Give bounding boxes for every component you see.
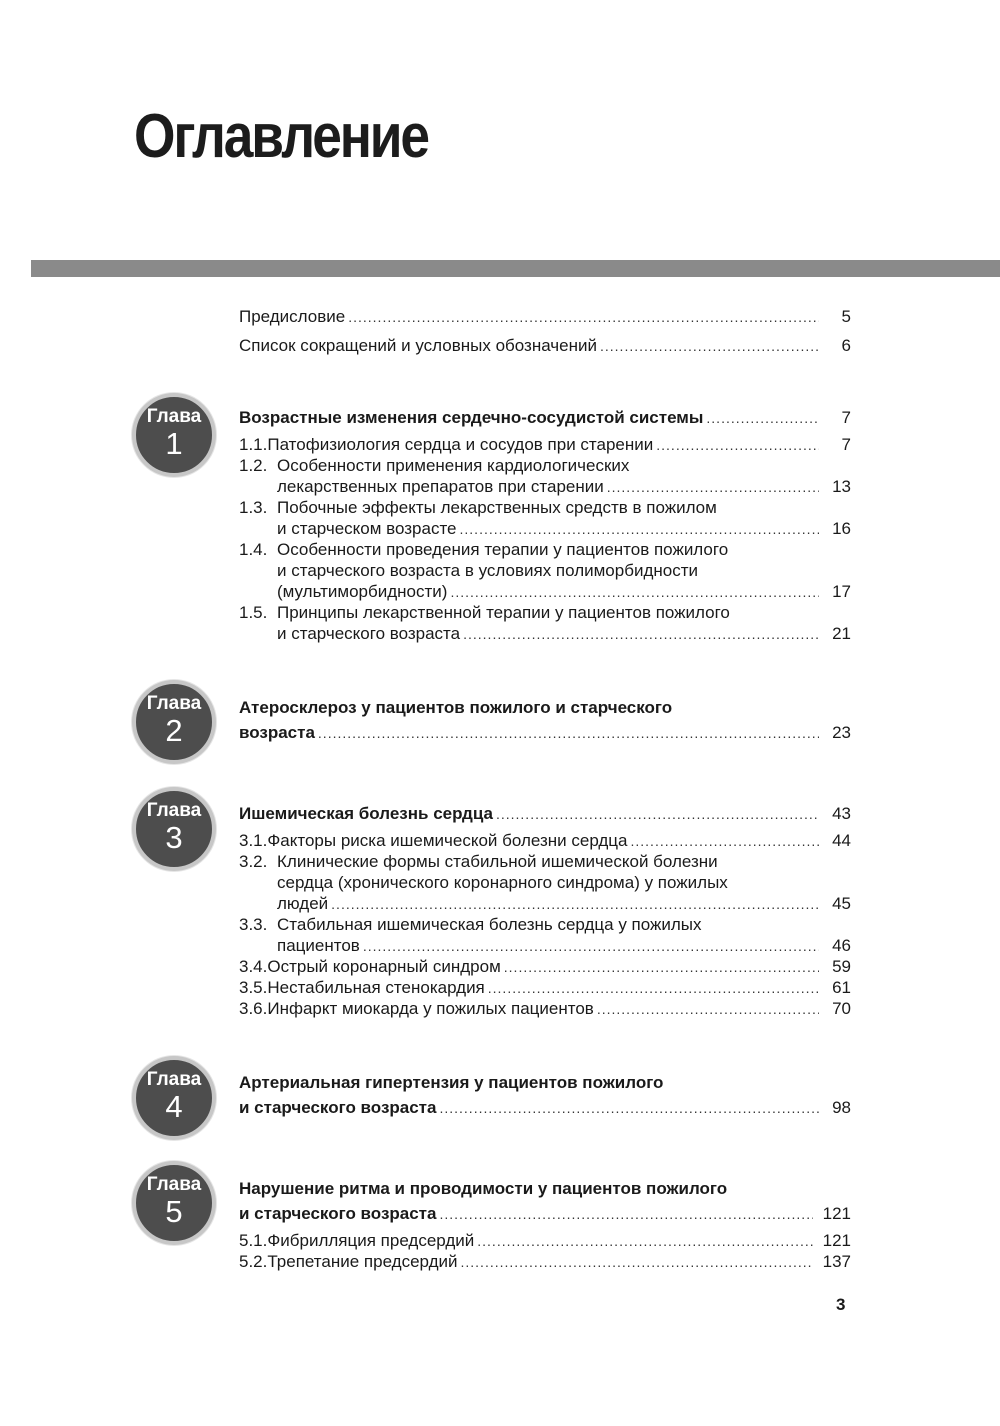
dot-leader	[348, 307, 819, 328]
chapter-badge-label: Глава	[146, 693, 202, 714]
toc-line	[239, 539, 851, 560]
toc-line	[239, 1251, 851, 1272]
toc-line	[239, 872, 851, 893]
dot-leader	[463, 624, 819, 645]
dot-leader	[461, 1252, 813, 1273]
toc-line	[239, 1178, 851, 1203]
toc-line	[239, 455, 851, 476]
toc-line	[239, 602, 851, 623]
toc-line	[239, 518, 851, 539]
page-title: Оглавление	[134, 102, 428, 171]
toc-page-number: 121	[822, 1204, 851, 1223]
dot-leader	[477, 1231, 812, 1252]
chapter-badge-number: 1	[165, 426, 183, 461]
dot-leader	[656, 435, 819, 456]
toc-line	[239, 407, 851, 432]
section-title: Побочные эффекты лекарственных средств в пожилом	[277, 498, 717, 517]
toc-line	[239, 1203, 851, 1228]
section-number: 1.1.	[239, 435, 268, 454]
toc-line	[239, 623, 851, 644]
section-title: Особенности проведения терапии у пациентов пожилого	[277, 540, 729, 559]
toc-entry-intro[interactable]	[239, 335, 851, 356]
toc-page-number: 7	[841, 435, 851, 454]
toc-line	[239, 306, 851, 327]
toc-section-entry[interactable]	[239, 998, 851, 1019]
section-number: 1.3.	[239, 498, 268, 517]
toc-page-number: 7	[841, 408, 851, 427]
toc-page-number: 70	[832, 999, 851, 1018]
section-title: сердца (хронического коронарного синдрома) у пожилых	[277, 873, 728, 892]
section-title: Клинические формы стабильной ишемической болезни	[277, 852, 718, 871]
toc-line	[239, 956, 851, 977]
toc-page-number: 98	[832, 1098, 851, 1117]
toc-chapter-entry[interactable]	[239, 697, 851, 747]
toc-page-number: 137	[822, 1252, 851, 1271]
toc-section-entry[interactable]	[239, 956, 851, 977]
section-title: Особенности применения кардиологических	[277, 456, 630, 475]
dot-leader	[363, 936, 819, 957]
dot-leader	[597, 999, 819, 1020]
chapter-title: и старческого возраста	[239, 1098, 437, 1117]
toc-line	[239, 335, 851, 356]
toc-line	[239, 851, 851, 872]
section-title: людей	[277, 894, 329, 913]
toc-entry-title: Список сокращений и условных обозначений	[239, 336, 597, 355]
section-number: 1.5.	[239, 603, 268, 622]
chapter-badge-label: Глава	[146, 406, 202, 427]
section-title: Принципы лекарственной терапии у пациентов пожилого	[277, 603, 730, 622]
toc-page-number: 17	[832, 582, 851, 601]
toc-line	[239, 1230, 851, 1251]
toc-page-number: 121	[822, 1231, 851, 1250]
toc-line	[239, 581, 851, 602]
toc-line	[239, 830, 851, 851]
dot-leader	[439, 1204, 812, 1225]
chapter-badge-number: 3	[165, 820, 183, 855]
section-title: Инфаркт миокарда у пожилых пациентов	[267, 999, 594, 1018]
section-title: Фибрилляция предсердий	[267, 1231, 475, 1250]
chapter-badge	[132, 1056, 216, 1140]
section-number: 1.4.	[239, 540, 268, 559]
dot-leader	[607, 477, 819, 498]
toc-page-number: 45	[832, 894, 851, 913]
section-title: лекарственных препаратов при старении	[277, 477, 604, 496]
dot-leader	[496, 804, 819, 825]
page-number: 3	[836, 1295, 846, 1314]
toc-entry-title: Предисловие	[239, 307, 346, 326]
section-title: и старческого возраста в условиях полиморбидности	[277, 561, 698, 580]
toc-line	[239, 722, 851, 747]
toc-page-number: 59	[832, 957, 851, 976]
chapter-badge	[132, 1161, 216, 1245]
toc-section-entry[interactable]	[239, 851, 851, 914]
dot-leader	[504, 957, 819, 978]
chapter-title: Ишемическая болезнь сердца	[239, 804, 493, 823]
toc-page-number: 5	[841, 307, 851, 326]
chapter-badge-number: 2	[165, 713, 183, 748]
dot-leader	[600, 336, 819, 357]
toc-page-number: 13	[832, 477, 851, 496]
toc-line	[239, 935, 851, 956]
toc-section-entry[interactable]	[239, 455, 851, 497]
dot-leader	[331, 894, 819, 915]
toc-page-number: 16	[832, 519, 851, 538]
toc-page-number: 21	[832, 624, 851, 643]
chapter-badge	[132, 680, 216, 764]
toc-chapter-entry[interactable]	[239, 1178, 851, 1228]
toc-line	[239, 697, 851, 722]
toc-line	[239, 977, 851, 998]
section-title: Нестабильная стенокардия	[267, 978, 485, 997]
chapter-title: и старческого возраста	[239, 1204, 437, 1223]
dot-leader	[460, 519, 819, 540]
toc-line	[239, 1097, 851, 1122]
toc-section-entry[interactable]	[239, 1230, 851, 1251]
toc-section-entry[interactable]	[239, 830, 851, 851]
toc-section-entry[interactable]	[239, 977, 851, 998]
dot-leader	[631, 831, 820, 852]
toc-page-number: 46	[832, 936, 851, 955]
chapter-title: Атеросклероз у пациентов пожилого и старческого	[239, 698, 673, 717]
toc-line	[239, 1072, 851, 1097]
section-number: 3.6.	[239, 999, 268, 1018]
dot-leader	[439, 1098, 819, 1119]
section-title: Трепетание предсердий	[267, 1252, 458, 1271]
toc-line	[239, 914, 851, 935]
toc-section-entry[interactable]	[239, 434, 851, 455]
section-title: и старческом возрасте	[277, 519, 457, 538]
toc-chapter-entry[interactable]	[239, 803, 851, 828]
chapter-badge-label: Глава	[146, 1174, 202, 1195]
toc-section-entry[interactable]	[239, 914, 851, 956]
toc-section-entry[interactable]	[239, 539, 851, 602]
section-number: 1.2.	[239, 456, 268, 475]
section-title: Острый коронарный синдром	[267, 957, 501, 976]
dot-leader	[706, 408, 819, 429]
section-title: (мультиморбидности)	[277, 582, 448, 601]
dot-leader	[318, 723, 819, 744]
chapter-title: Возрастные изменения сердечно-сосудистой системы	[239, 408, 704, 427]
toc-section-entry[interactable]	[239, 497, 851, 539]
chapter-badge-number: 5	[165, 1194, 183, 1229]
toc-section-entry[interactable]	[239, 1251, 851, 1272]
section-title: пациентов	[277, 936, 360, 955]
toc-page-number: 44	[832, 831, 851, 850]
toc-chapter-entry[interactable]	[239, 407, 851, 432]
toc-line	[239, 893, 851, 914]
toc-line	[239, 497, 851, 518]
toc-line	[239, 434, 851, 455]
section-title: Патофизиология сердца и сосудов при старении	[267, 435, 654, 454]
toc-page-number: 61	[832, 978, 851, 997]
toc-entry-intro[interactable]	[239, 306, 851, 327]
chapter-title: Артериальная гипертензия у пациентов пожилого	[239, 1073, 664, 1092]
chapter-title: Нарушение ритма и проводимости у пациентов пожилого	[239, 1179, 728, 1198]
toc-page-number: 6	[841, 336, 851, 355]
chapter-badge	[132, 787, 216, 871]
section-number: 5.2.	[239, 1252, 268, 1271]
toc-section-entry[interactable]	[239, 602, 851, 644]
toc-line	[239, 476, 851, 497]
chapter-badge-number: 4	[165, 1089, 183, 1124]
dot-leader	[450, 582, 819, 603]
section-title: Факторы риска ишемической болезни сердца	[267, 831, 628, 850]
chapter-badge	[132, 393, 216, 477]
section-number: 5.1.	[239, 1231, 268, 1250]
chapter-badge-label: Глава	[146, 1069, 202, 1090]
toc-page-number: 23	[832, 723, 851, 742]
section-title: и старческого возраста	[277, 624, 461, 643]
toc-line	[239, 560, 851, 581]
section-number: 3.4.	[239, 957, 268, 976]
chapter-title: возраста	[239, 723, 315, 742]
section-number: 3.1.	[239, 831, 268, 850]
toc-page-number: 43	[832, 804, 851, 823]
toc-chapter-entry[interactable]	[239, 1072, 851, 1122]
dot-leader	[488, 978, 819, 999]
toc-line	[239, 803, 851, 828]
section-number: 3.5.	[239, 978, 268, 997]
toc-line	[239, 998, 851, 1019]
section-title: Стабильная ишемическая болезнь сердца у пожилых	[277, 915, 702, 934]
section-number: 3.2.	[239, 852, 268, 871]
section-number: 3.3.	[239, 915, 268, 934]
chapter-badge-label: Глава	[146, 800, 202, 821]
